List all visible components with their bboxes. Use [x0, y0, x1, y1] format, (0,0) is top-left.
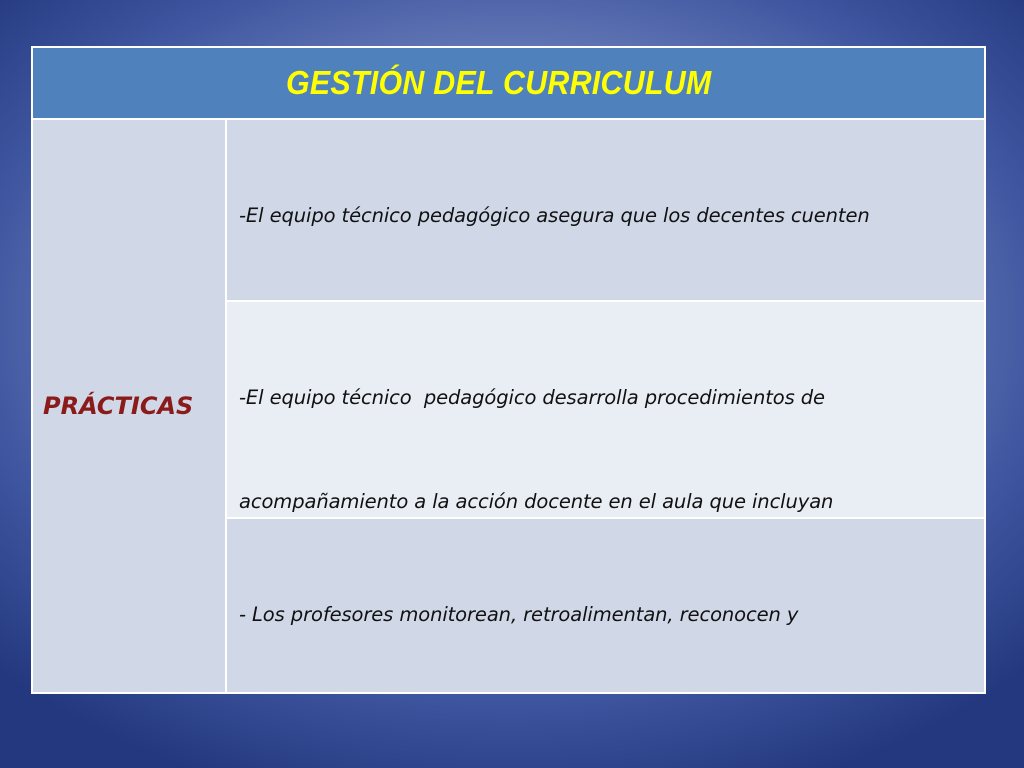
row-text-line: -El equipo técnico pedagógico asegura que los decentes cuenten — [239, 204, 870, 227]
side-label-cell — [33, 120, 225, 692]
table-row — [227, 519, 984, 692]
curriculum-table — [31, 46, 986, 694]
table-row — [227, 120, 984, 300]
row-text — [239, 529, 970, 692]
side-label: PRÁCTICAS — [43, 392, 194, 420]
row-text — [239, 130, 970, 300]
row-text — [239, 312, 970, 517]
table-header — [33, 48, 984, 118]
table-title: GESTIÓN DEL CURRICULUM — [286, 64, 712, 101]
row-text-line: - Los profesores monitorean, retroalimentan, reconocen y — [239, 603, 799, 626]
row-text-line: -El equipo técnico pedagógico desarrolla procedimientos de — [239, 386, 825, 409]
table-row — [227, 302, 984, 517]
row-text-line: acompañamiento a la acción docente en el aula que incluyan — [239, 489, 834, 513]
